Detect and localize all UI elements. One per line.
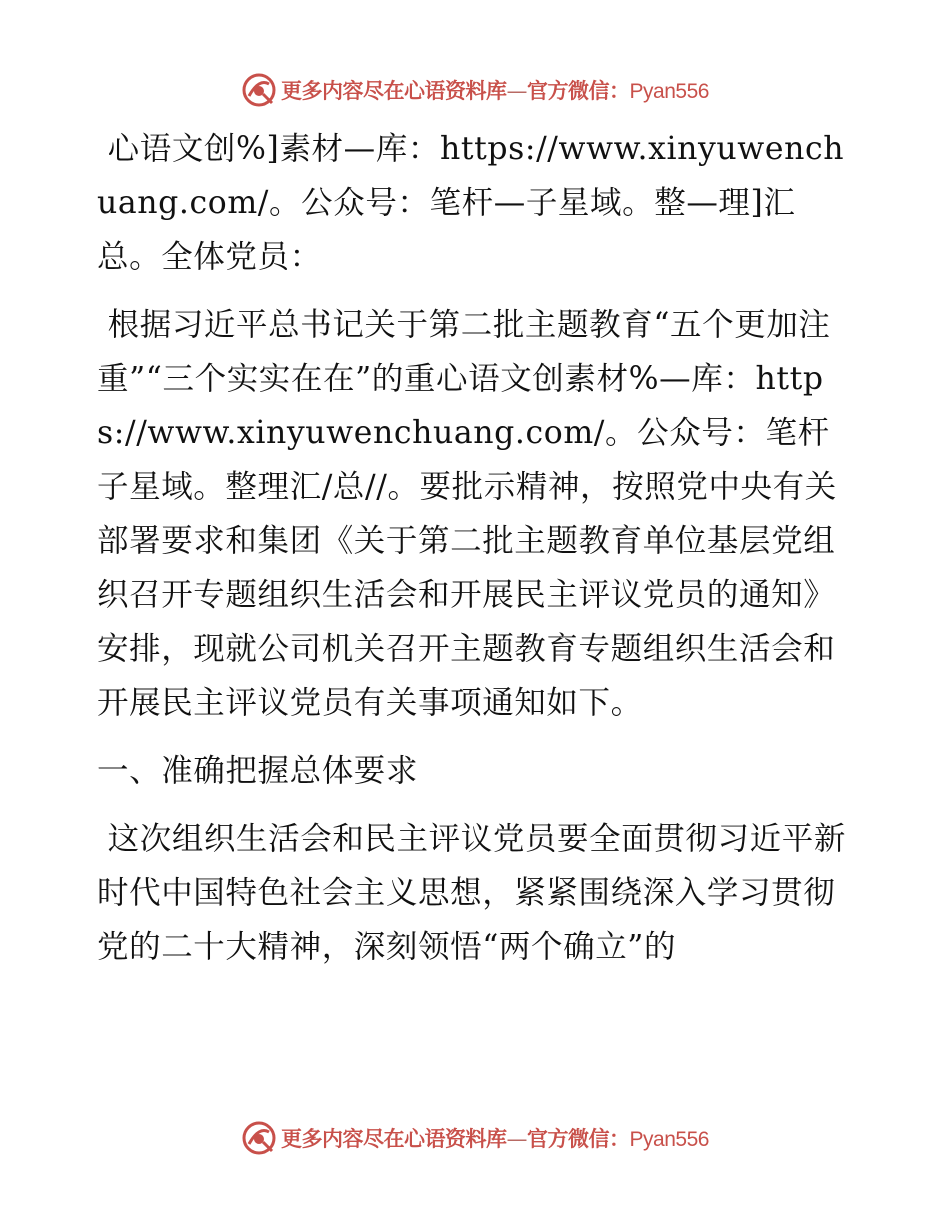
paragraph-intro: 心语文创%]素材—库：https://www.xinyuwenchuang.com/。公众号：笔杆—子星域。整—理]汇总。全体党员： xyxy=(97,131,845,275)
footer-separator: — xyxy=(506,1127,528,1151)
header-banner xyxy=(0,70,950,110)
footer-text xyxy=(281,1123,709,1153)
header-separator: — xyxy=(506,79,528,103)
document-body xyxy=(97,122,857,988)
paragraph-requirements: 这次组织生活会和民主评议党员要全面贯彻习近平新时代中国特色社会主义思想，紧紧围绕深入学习贯彻党的二十大精神，深刻领悟“两个确立”的 xyxy=(97,821,846,965)
footer-promo: 更多内容尽在心语资料库 xyxy=(281,1127,507,1151)
footer-banner xyxy=(0,1118,950,1158)
footer-wechat-label: 官方微信： xyxy=(527,1127,630,1151)
header-wechat-id: Pyan556 xyxy=(629,80,709,103)
brand-logo-icon xyxy=(241,72,277,108)
section-heading-1: 一、准确把握总体要求 xyxy=(97,753,419,789)
header-text xyxy=(281,75,709,105)
brand-logo-icon xyxy=(241,1120,277,1156)
header-promo: 更多内容尽在心语资料库 xyxy=(281,79,507,103)
paragraph-notice: 根据习近平总书记关于第二批主题教育“五个更加注重”“三个实实在在”的重心语文创素材%—库：https://www.xinyuwenchuang.com/。公众号：笔杆子星域。整理汇/总//。要批示精神，按照党中央有关部署要求和集团《关于第二批主题教育单位基层党组织召开专题组织生活会和开展民主评议党员的通知》安排，现就公司机关召开主题教育专题组织生活会和开展民主评议党员有关事项通知如下。 xyxy=(97,307,837,721)
footer-wechat-id: Pyan556 xyxy=(629,1128,709,1151)
header-wechat-label: 官方微信： xyxy=(527,79,630,103)
